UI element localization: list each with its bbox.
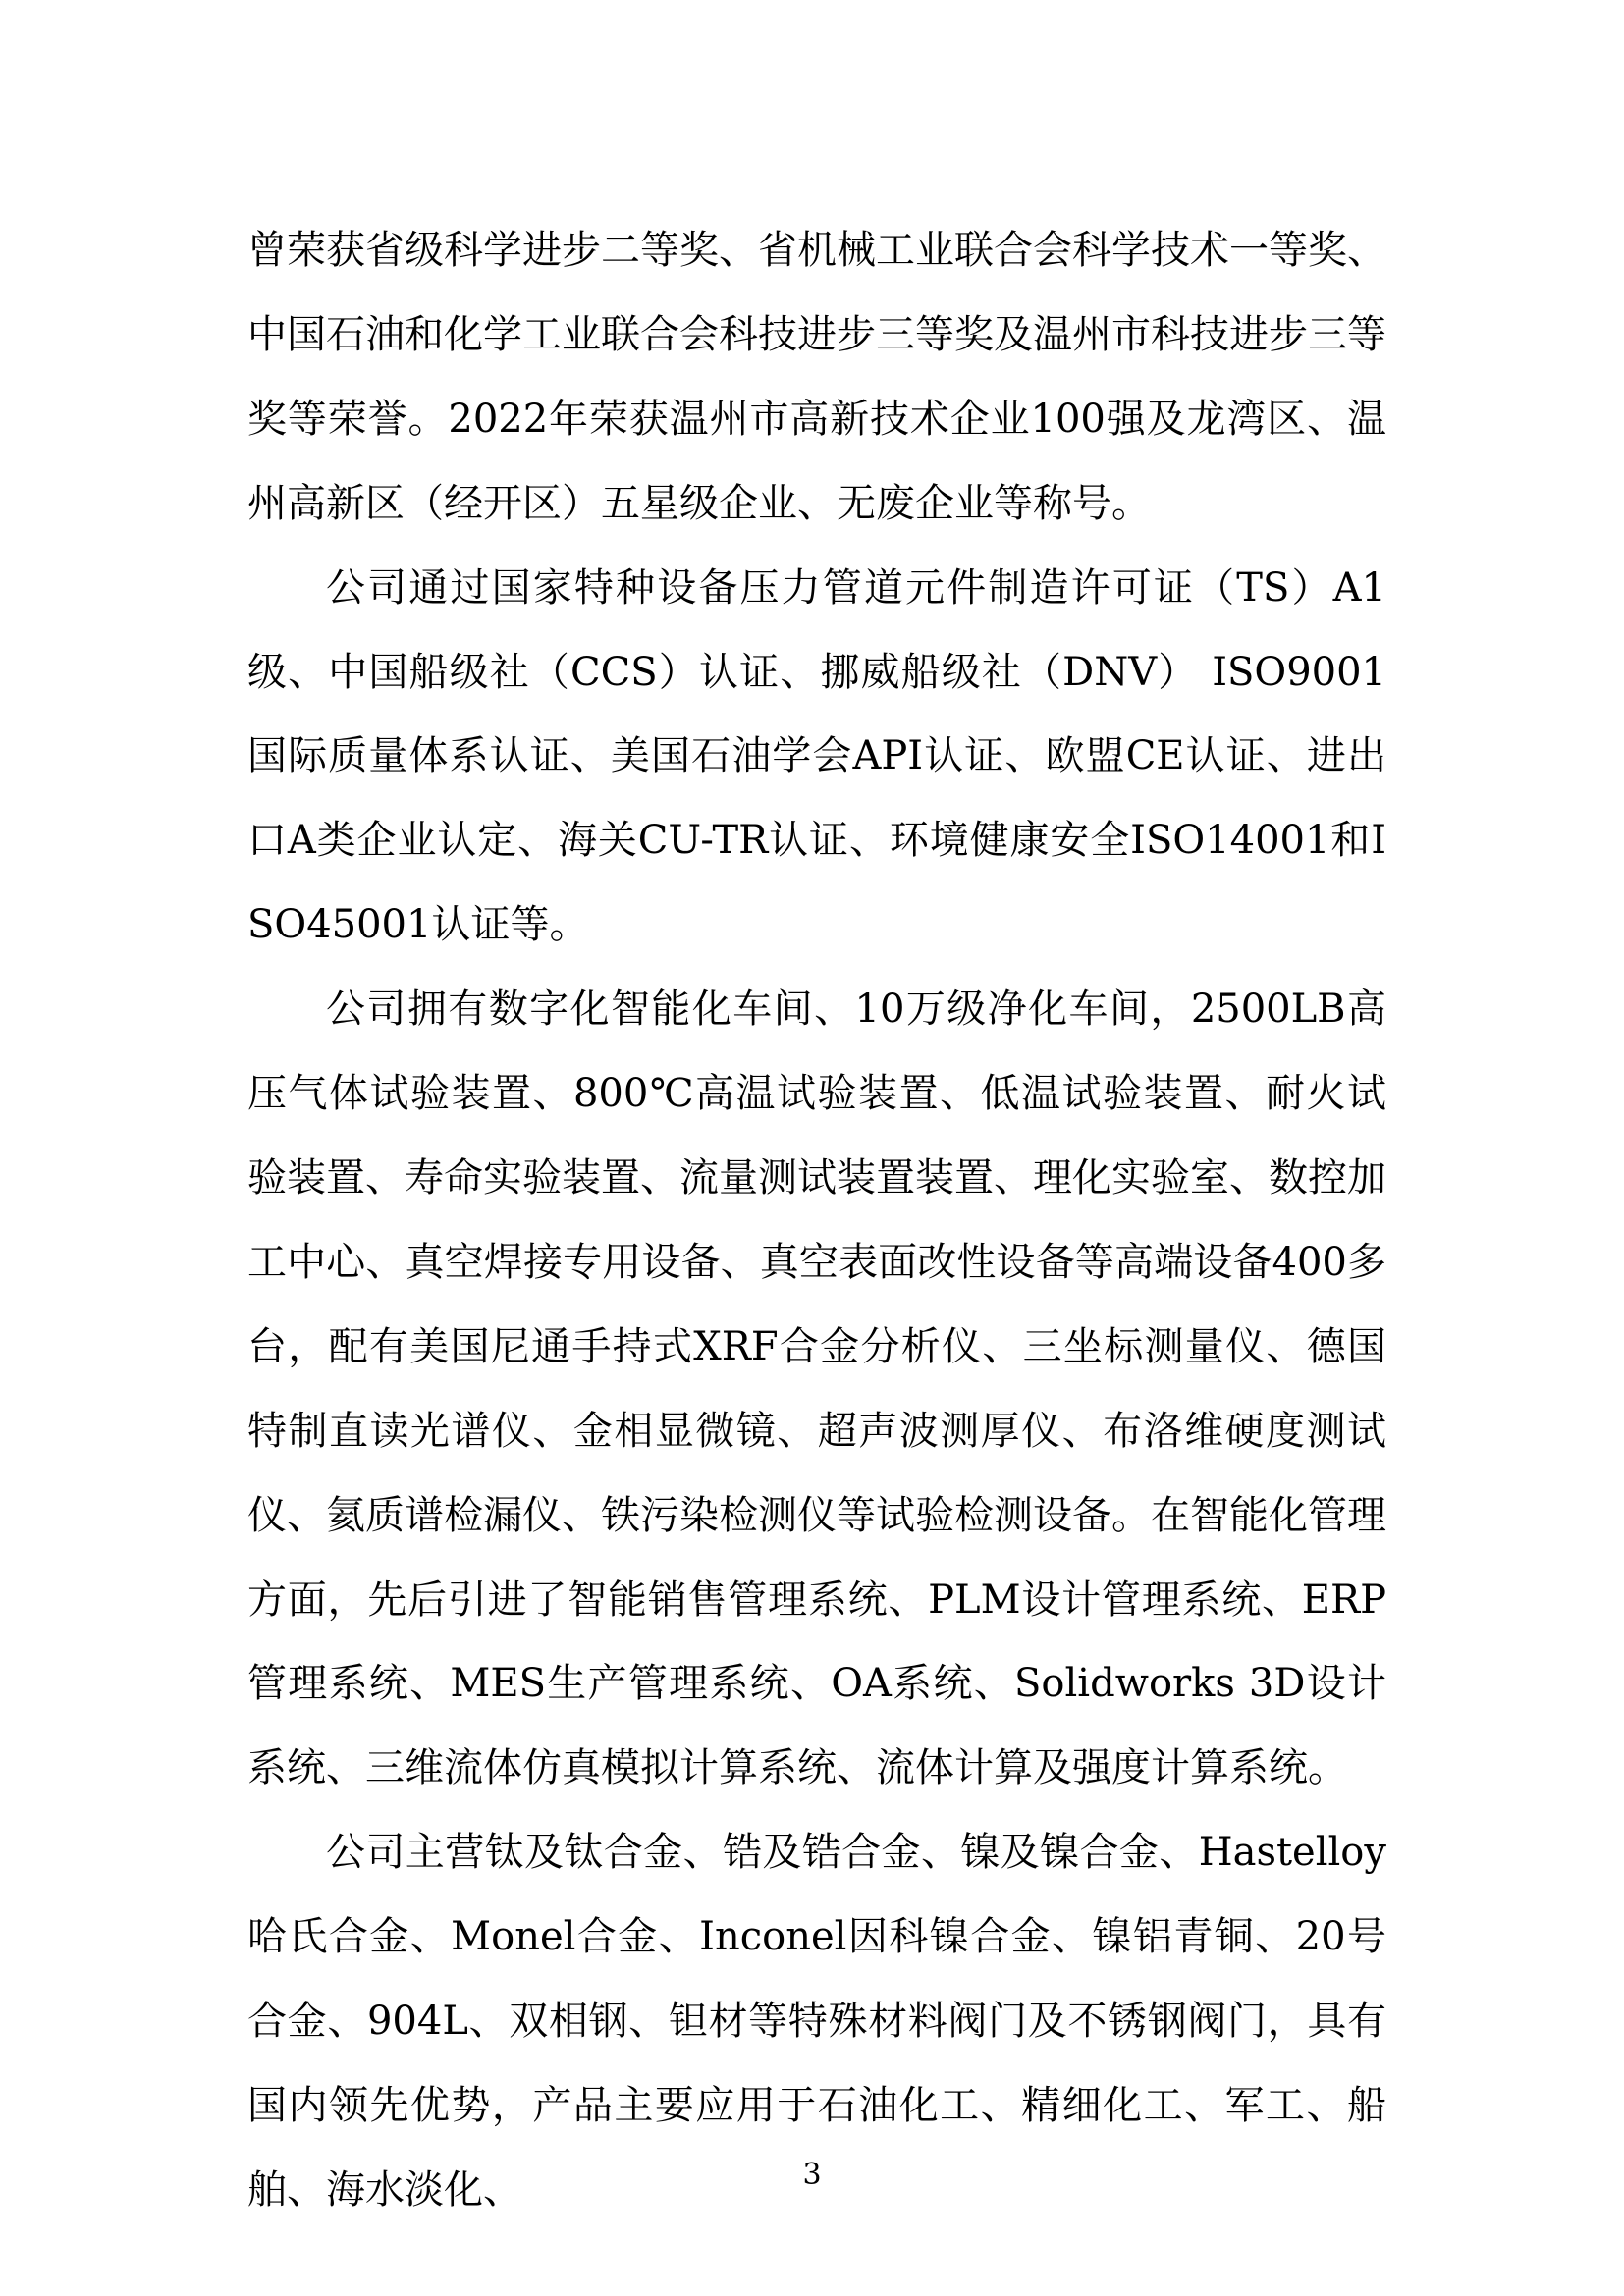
- paragraph-products: 公司主营钛及钛合金、锆及锆合金、镍及镍合金、Hastelloy哈氏合金、Monel合金、Inconel因科镍合金、镍铝青铜、20号合金、904L、双相钢、钽材等特殊材料阀门及不锈钢阀门，具有国内领先优势，产品主要应用于石油化工、精细化工、军工、船舶、海水淡化、: [247, 1830, 1386, 2213]
- page-body: [247, 209, 1386, 2233]
- paragraph-certifications: 公司通过国家特种设备压力管道元件制造许可证（TS）A1级、中国船级社（CCS）认证、挪威船级社（DNV） ISO9001国际质量体系认证、美国石油学会API认证、欧盟CE认证、进出口A类企业认定、海关CU-TR认证、环境健康安全ISO14001和ISO45001认证等。: [247, 564, 1386, 948]
- paragraph-honors: 曾荣获省级科学进步二等奖、省机械工业联合会科学技术一等奖、中国石油和化学工业联合会科技进步三等奖及温州市科技进步三等奖等荣誉。2022年荣获温州市高新技术企业100强及龙湾区、温州高新区（经开区）五星级企业、无废企业等称号。: [247, 228, 1386, 526]
- paragraph-equipment: 公司拥有数字化智能化车间、10万级净化车间，2500LB高压气体试验装置、800℃高温试验装置、低温试验装置、耐火试验装置、寿命实验装置、流量测试装置装置、理化实验室、数控加工中心、真空焊接专用设备、真空表面改性设备等高端设备400多台，配有美国尼通手持式XRF合金分析仪、三坐标测量仪、德国特制直读光谱仪、金相显微镜、超声波测厚仪、布洛维硬度测试仪、氦质谱检漏仪、铁污染检测仪等试验检测设备。在智能化管理方面，先后引进了智能销售管理系统、PLM设计管理系统、ERP管理系统、MES生产管理系统、OA系统、Solidworks 3D设计系统、三维流体仿真模拟计算系统、流体计算及强度计算系统。: [247, 987, 1386, 1791]
- page-number: 3: [802, 2158, 822, 2192]
